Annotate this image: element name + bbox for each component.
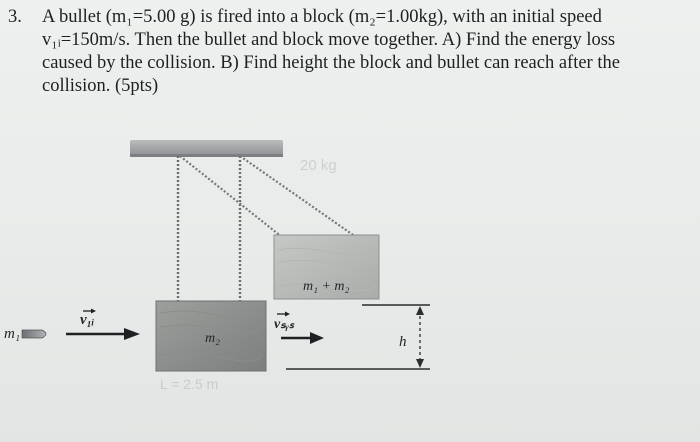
problem-line-4: collision. (5pts): [42, 76, 159, 96]
faint-text-bottom: L = 2.5 m: [160, 376, 219, 392]
bullet-shape: [22, 330, 46, 338]
label-vsys: vₛᵧₛ: [274, 317, 295, 332]
ceiling-support: [130, 140, 283, 156]
problem-line-2: v₁ᵢ=150m/s. Then the bullet and block move together. A) Find the energy loss: [42, 30, 616, 50]
label-h: h: [399, 334, 407, 350]
label-m1-plus-m2: m₁ + m₂: [303, 279, 350, 294]
problem-line-1: A bullet (m₁=5.00 g) is fired into a block (m₂=1.00kg), with an initial speed: [42, 7, 602, 27]
label-v1i: v₁ᵢ: [80, 312, 95, 328]
problem-line-3: caused by the collision. B) Find height the block and bullet can reach after the: [42, 53, 620, 73]
problem-number: 3.: [8, 7, 22, 27]
faint-text-top: 20 kg: [300, 157, 337, 174]
label-m2: m₂: [205, 331, 220, 346]
label-m1: m₁: [4, 326, 21, 342]
vsys-arrow: [281, 332, 324, 344]
v1i-arrow: [66, 328, 140, 340]
